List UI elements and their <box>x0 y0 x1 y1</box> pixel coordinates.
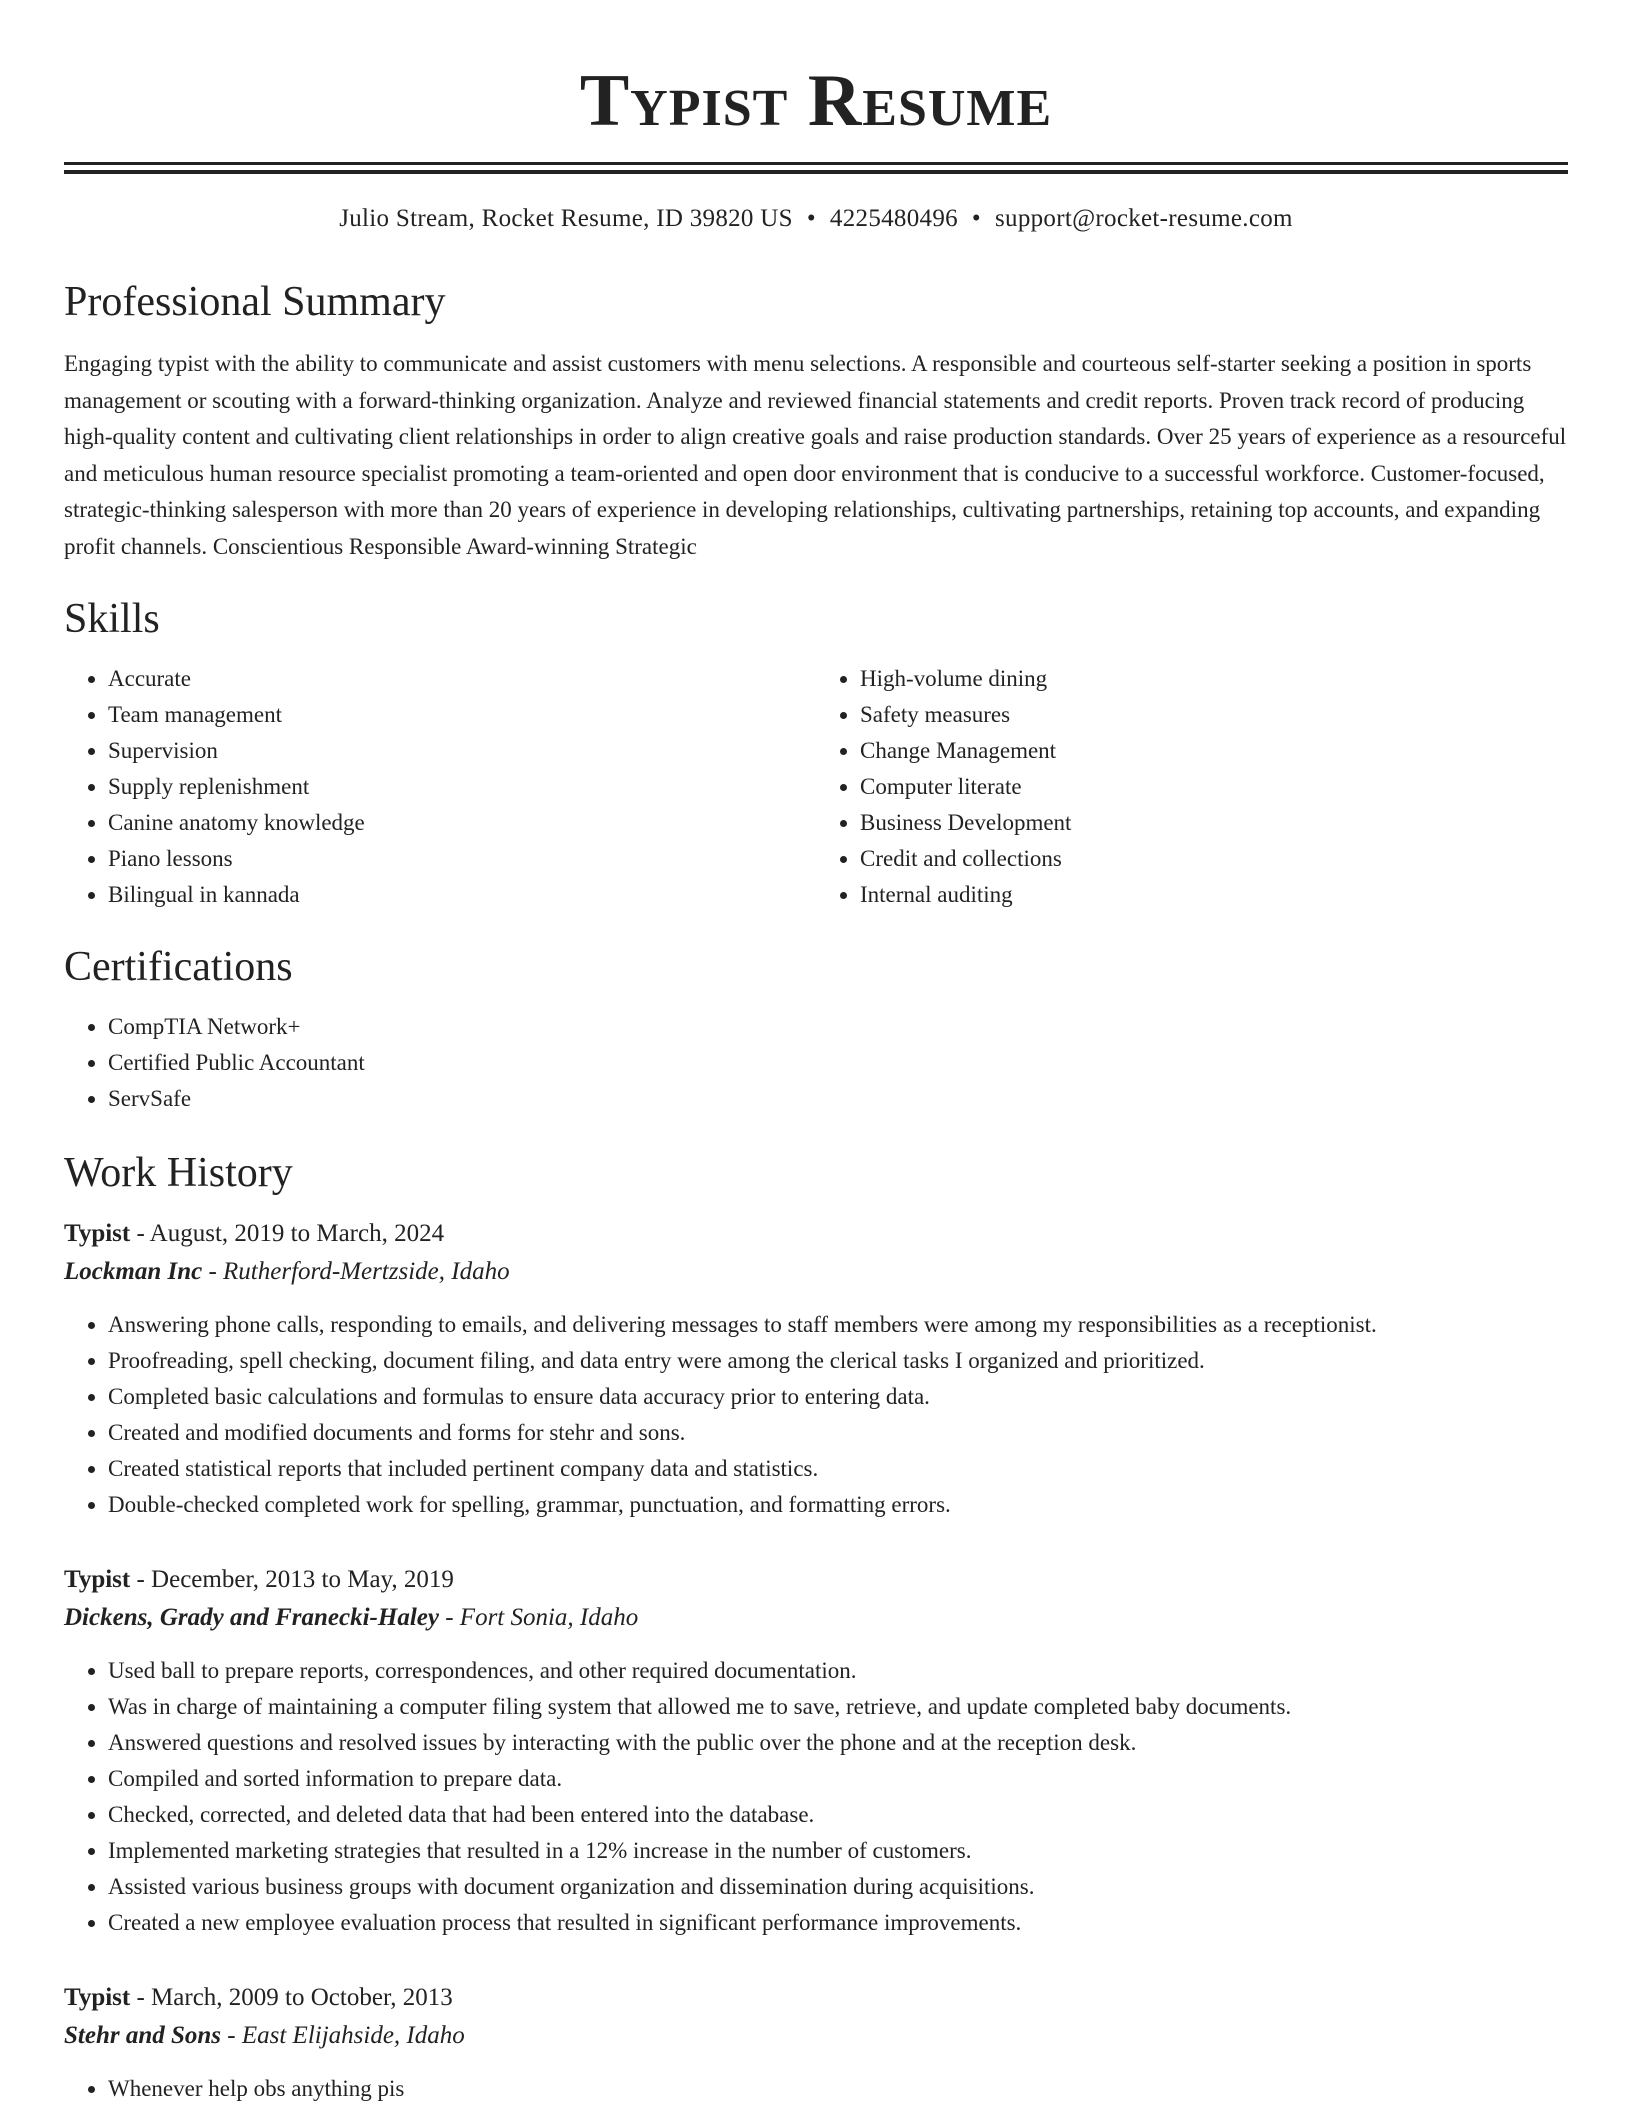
job-dates: - August, 2019 to March, 2024 <box>130 1220 445 1247</box>
job-bullet: • Completed basic calculations and formulas to ensure data accuracy prior to entering data. <box>108 1379 1568 1415</box>
job-title-line <box>64 1561 1568 1599</box>
contact-phone: 4225480496 <box>829 205 958 232</box>
job-role: Typist <box>64 1566 131 1593</box>
job-title-line <box>64 1215 1568 1253</box>
job-bullet: • Proofreading, spell checking, document filing, and data entry were among the clerical tasks I organized and prioritized. <box>108 1343 1568 1379</box>
job-company: Dickens, Grady and Franecki-Haley <box>64 1604 439 1631</box>
skills-section <box>64 593 1568 913</box>
certifications-section <box>64 941 1568 1117</box>
job-bullet: • Used ball to prepare reports, correspondences, and other required documentation. <box>108 1653 1568 1689</box>
contact-address: Julio Stream, Rocket Resume, ID 39820 US <box>339 205 793 232</box>
job-bullet: • Assisted various business groups with document organization and dissemination during acquisitions. <box>108 1869 1568 1905</box>
contact-email: support@rocket-resume.com <box>994 205 1293 232</box>
skill-item: • Change Management <box>860 733 1568 769</box>
title-double-rule <box>64 162 1568 174</box>
job-company: Lockman Inc <box>64 1258 203 1285</box>
skill-item: • High-volume dining <box>860 661 1568 697</box>
resume-title: Typist Resume <box>579 60 1053 142</box>
skills-columns <box>64 661 1568 913</box>
job-location: - Fort Sonia, Idaho <box>438 1604 639 1631</box>
section-heading-work-history: Work History <box>64 1150 293 1196</box>
certification-item: • ServSafe <box>108 1081 1568 1117</box>
contact-separator: • <box>806 205 816 232</box>
contact-line <box>64 202 1568 236</box>
job-bullet: • Implemented marketing strategies that resulted in a 12% increase in the number of customers. <box>108 1833 1568 1869</box>
certification-item: • Certified Public Accountant <box>108 1045 1568 1081</box>
skill-item: • Computer literate <box>860 769 1568 805</box>
job-bullet: • Checked, corrected, and deleted data that had been entered into the database. <box>108 1797 1568 1833</box>
skill-item: • Supply replenishment <box>108 769 816 805</box>
skills-list-right <box>816 661 1568 913</box>
skill-item: • Safety measures <box>860 697 1568 733</box>
job-bullet: • Answering phone calls, responding to emails, and delivering messages to staff members were among my responsibilities as a receptionist. <box>108 1307 1568 1343</box>
job-bullet: • Created a new employee evaluation process that resulted in significant performance improvements. <box>108 1905 1568 1941</box>
skill-item: • Accurate <box>108 661 816 697</box>
job-company-line <box>64 2017 1568 2055</box>
job-bullets <box>64 2071 1568 2107</box>
professional-summary-section <box>64 276 1568 565</box>
job-location: - Rutherford-Mertzside, Idaho <box>202 1258 510 1285</box>
job-role: Typist <box>64 1220 131 1247</box>
certifications-list <box>64 1009 1568 1117</box>
skill-item: • Team management <box>108 697 816 733</box>
job-bullet: • Double-checked completed work for spelling, grammar, punctuation, and formatting errors. <box>108 1487 1568 1523</box>
job-company-line <box>64 1599 1568 1637</box>
work-history-section <box>64 1147 1568 2107</box>
job-entry <box>64 1561 1568 1941</box>
job-bullets <box>64 1307 1568 1523</box>
skill-item: • Canine anatomy knowledge <box>108 805 816 841</box>
skill-item: • Piano lessons <box>108 841 816 877</box>
contact-separator: • <box>971 205 981 232</box>
job-entry <box>64 1979 1568 2107</box>
job-company: Stehr and Sons <box>64 2022 222 2049</box>
job-role: Typist <box>64 1984 131 2011</box>
job-bullet: • Answered questions and resolved issues by interacting with the public over the phone and at the reception desk. <box>108 1725 1568 1761</box>
job-bullet: • Created statistical reports that included pertinent company data and statistics. <box>108 1451 1568 1487</box>
section-heading-skills: Skills <box>64 596 160 642</box>
skill-item: • Credit and collections <box>860 841 1568 877</box>
skill-item: • Internal auditing <box>860 877 1568 913</box>
job-bullet: • Whenever help obs anything pis <box>108 2071 1568 2107</box>
job-bullets <box>64 1653 1568 1941</box>
skill-item: • Supervision <box>108 733 816 769</box>
job-entry <box>64 1215 1568 1523</box>
skill-item: • Bilingual in kannada <box>108 877 816 913</box>
section-heading-summary: Professional Summary <box>64 279 446 325</box>
resume-page <box>64 0 1568 2107</box>
job-company-line <box>64 1253 1568 1291</box>
section-heading-certifications: Certifications <box>64 944 293 990</box>
job-location: - East Elijahside, Idaho <box>221 2022 465 2049</box>
skill-item: • Business Development <box>860 805 1568 841</box>
job-title-line <box>64 1979 1568 2017</box>
skills-list-left <box>64 661 816 913</box>
job-bullet: • Was in charge of maintaining a computer filing system that allowed me to save, retrieve, and update completed baby documents. <box>108 1689 1568 1725</box>
job-dates: - December, 2013 to May, 2019 <box>130 1566 454 1593</box>
job-bullet: • Compiled and sorted information to prepare data. <box>108 1761 1568 1797</box>
job-dates: - March, 2009 to October, 2013 <box>130 1984 453 2011</box>
certification-item: • CompTIA Network+ <box>108 1009 1568 1045</box>
summary-text: Engaging typist with the ability to communicate and assist customers with menu selections. A responsible and courteous self-starter seeking a position in sports management or scouting with a forward-thinking organization. Analyze and reviewed financial statements and credit reports. Proven track record of producing high-quality content and cultivating client relationships in order to align creative goals and raise production standards. Over 25 years of experience as a resourceful and meticulous human resource specialist promoting a team-oriented and open door environment that is conducive to a successful workforce. Customer-focused, strategic-thinking salesperson with more than 20 years of experience in developing relationships, cultivating partnerships, retaining top accounts, and expanding profit channels. Conscientious Responsible Award-winning Strategic <box>64 351 1567 559</box>
job-bullet: • Created and modified documents and forms for stehr and sons. <box>108 1415 1568 1451</box>
